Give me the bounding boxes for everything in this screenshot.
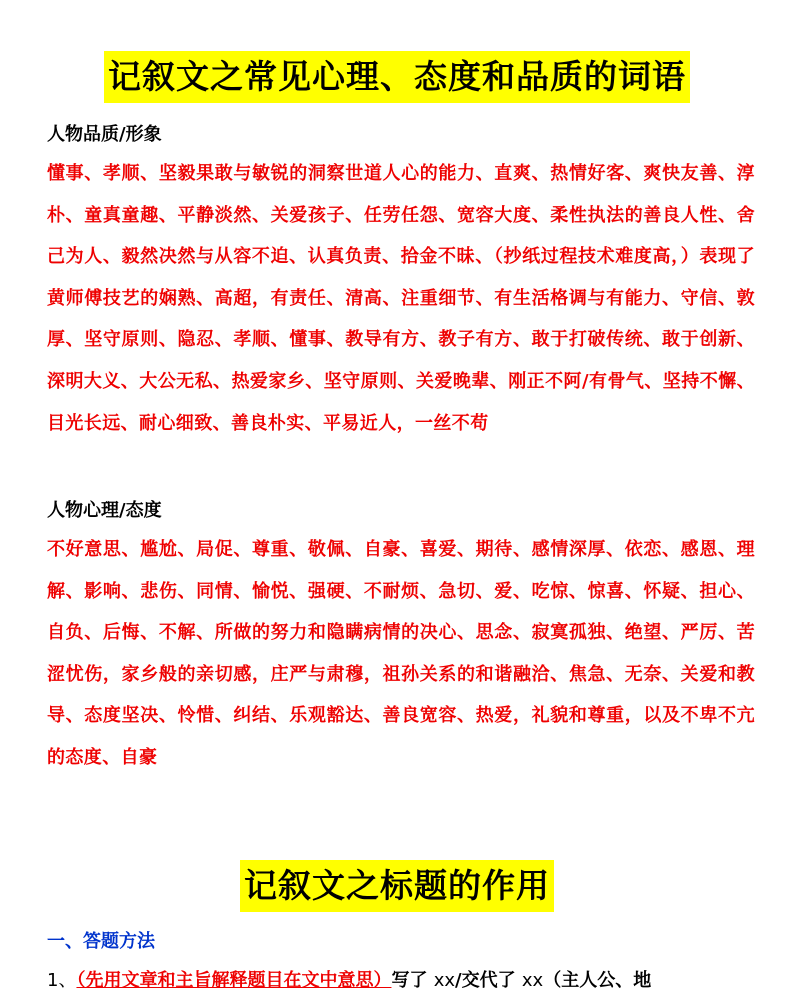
quality-word-list: 懂事、孝顺、坚毅果敢与敏锐的洞察世道人心的能力、直爽、热情好客、爽快友善、淳朴、童真童趣、平静淡然、关爱孩子、任劳任怨、宽容大度、柔性执法的善良人性、舍己为人、毅然决然与从容不迫、认真负责、拾金不昧、（抄纸过程技术难度高，）表现了黄师傅技艺的娴熟、高超，有责任、清高、注重细节、有生活格调与有能力、守信、敦厚、坚守原则、隐忍、孝顺、懂事、教导有方、教子有方、敢于打破传统、敢于创新、深明大义、大公无私、热爱家乡、坚守原则、关爱晚辈、刚正不阿/有骨气、坚持不懈、目光长远、耐心细致、善良朴实、平易近人，一丝不苟	[47, 163, 755, 434]
title-wrap-1	[0, 51, 794, 103]
method-bold-2: /交代了	[455, 970, 522, 991]
method-heading: 一、答题方法	[47, 931, 155, 952]
method-bold-3: （主人公、地	[543, 970, 652, 991]
method-line-1	[47, 966, 651, 992]
section-title-words: 记叙文之常见心理、态度和品质的词语	[104, 51, 690, 103]
method-plain-1: xx	[433, 970, 456, 991]
method-bold-1: 写了	[391, 970, 434, 991]
method-plain-2: xx	[521, 970, 544, 991]
title-wrap-2	[0, 860, 794, 912]
psychology-heading: 人物心理/态度	[47, 500, 162, 521]
quality-heading: 人物品质/形象	[47, 124, 162, 145]
psychology-word-list: 不好意思、尴尬、局促、尊重、敬佩、自豪、喜爱、期待、感情深厚、依恋、感恩、理解、影响、悲伤、同情、愉悦、强硬、不耐烦、急切、爱、吃惊、惊喜、怀疑、担心、自负、后悔、不解、所做的努力和隐瞒病情的决心、思念、寂寞孤独、绝望、严厉、苦涩忧伤，家乡般的亲切感，庄严与肃穆，祖孙关系的和谐融洽、焦急、无奈、关爱和教导、态度坚决、怜惜、纠结、乐观豁达、善良宽容、热爱，礼貌和尊重，以及不卑不亢的态度、自豪	[47, 539, 755, 768]
section-title-headline-role: 记叙文之标题的作用	[240, 860, 554, 912]
method-number: 1、	[47, 970, 77, 991]
method-red-instruction: （先用文章和主旨解释题目在文中意思）	[76, 970, 392, 991]
